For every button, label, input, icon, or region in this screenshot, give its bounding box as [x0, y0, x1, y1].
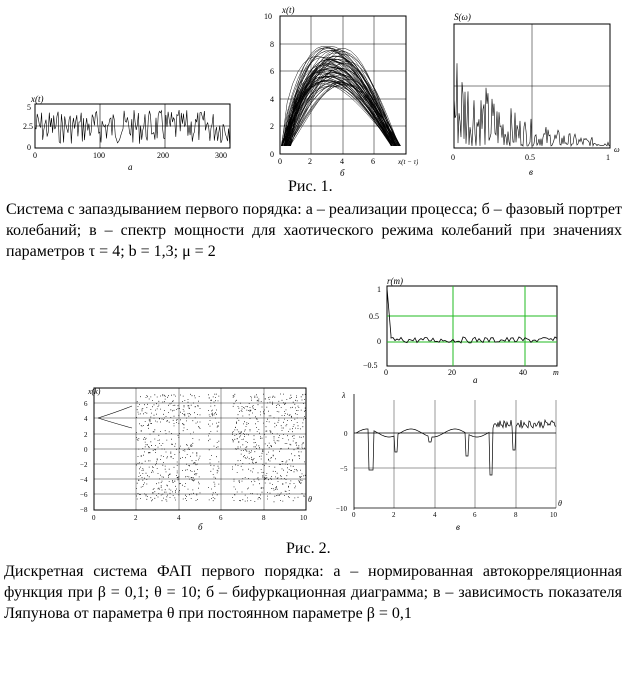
fig2c-sublabel: в	[456, 522, 460, 532]
fig1b-ytick-4: 2	[270, 122, 274, 131]
fig1b-xtick-1: 2	[308, 157, 312, 166]
fig2a-sublabel: а	[473, 375, 478, 385]
fig1b-xtick-0: 0	[278, 157, 282, 166]
fig2b-xlabel: θ	[308, 495, 312, 504]
fig2b-ytick-7: −8	[80, 506, 88, 514]
fig2c-xtick-4: 8	[514, 511, 518, 519]
figure2-plot-a	[355, 270, 570, 388]
fig2b-sublabel: б	[198, 522, 203, 532]
fig1c-xtick-0: 0	[451, 153, 455, 162]
fig2c-xtick-2: 4	[433, 511, 437, 519]
fig2b-bifurcation	[98, 394, 306, 502]
fig1b-xlabel: x(t − τ)	[398, 158, 418, 166]
fig1a-ylabel: x(t)	[31, 94, 44, 104]
fig1b-phase-portrait	[281, 46, 401, 146]
fig1a-ytick-0: 5	[27, 103, 31, 112]
fig1a-xtick-0: 0	[33, 151, 37, 160]
fig2a-xlabel: m	[553, 368, 559, 377]
fig2c-ylabel: λ	[342, 391, 346, 400]
fig2b-ytick-2: 2	[84, 431, 88, 439]
fig2b-xtick-0: 0	[92, 514, 96, 522]
fig1b-ytick-3: 4	[270, 95, 274, 104]
fig1c-sublabel: в	[529, 167, 533, 177]
figure2-plot-c	[334, 390, 570, 535]
fig1b-xtick-2: 4	[340, 157, 344, 166]
figure1-caption-title: Рис. 1.	[288, 178, 333, 195]
fig2a-trace	[387, 288, 557, 343]
fig2a-xtick-1: 20	[448, 368, 456, 377]
fig1b-xtick-3: 6	[371, 157, 375, 166]
fig2a-xtick-2: 40	[519, 368, 527, 377]
fig2b-ytick-6: −6	[80, 491, 88, 499]
fig2b-ytick-1: 4	[84, 415, 88, 423]
figure1-plot-c	[436, 10, 622, 180]
figure1-caption-text: Система с запаздыванием первого порядка: а – реализации процесса; б – фазовый портрет колебаний; в – спектр мощности для хаотического режима колебаний при значениях параметров τ = 4; b = 1,3; μ = 2	[6, 201, 622, 260]
fig1a-trace	[35, 110, 230, 144]
figure2-caption-text: Дискретная система ФАП первого порядка: а – нормированная автокорреляционная функция при β = 0,1; θ = 10; б – бифуркационная диаграмма; в – зависимость показателя Ляпунова от параметра θ при постоянном параметре β = 0,1	[4, 563, 622, 622]
fig2b-xtick-3: 6	[219, 514, 223, 522]
fig2c-trace	[356, 420, 556, 475]
fig2c-xtick-3: 6	[473, 511, 477, 519]
figure2-caption-title: Рис. 2.	[286, 540, 331, 557]
fig2c-ytick-2: −10	[336, 505, 347, 513]
fig2a-xtick-0: 0	[384, 368, 388, 377]
fig1b-sublabel: б	[340, 168, 345, 178]
fig1a-sublabel: а	[128, 162, 133, 172]
fig1a-ytick-1: 2.5	[23, 122, 33, 131]
fig2b-ytick-4: −2	[80, 461, 88, 469]
figure1-plot-a	[15, 90, 240, 175]
fig1b-ytick-5: 0	[270, 150, 274, 159]
fig2c-xlabel: θ	[558, 499, 562, 508]
fig1a-series	[35, 110, 230, 144]
fig2c-ytick-1: −5	[340, 465, 348, 473]
fig1b-ytick-1: 8	[270, 40, 274, 49]
fig2b-ytick-3: 0	[84, 446, 88, 454]
figure2-plot-b	[72, 382, 322, 532]
fig2a-ytick-1: 0.5	[369, 312, 379, 321]
fig2b-xtick-5: 10	[300, 514, 307, 522]
fig2c-ytick-0: 0	[344, 430, 348, 438]
fig2b-branch	[98, 406, 132, 428]
fig2c-xtick-1: 2	[392, 511, 396, 519]
fig2a-ytick-3: −0.5	[363, 361, 378, 370]
fig2b-ytick-0: 6	[84, 400, 88, 408]
fig2a-ytick-2: 0	[377, 337, 381, 346]
fig1b-ylabel: x(t)	[282, 5, 295, 15]
fig2c-xtick-0: 0	[352, 511, 356, 519]
fig2a-ylabel: r(m)	[387, 276, 403, 286]
figure1-plot-b	[258, 4, 418, 180]
fig1a-xtick-1: 100	[93, 151, 105, 160]
fig2a-ytick-0: 1	[377, 285, 381, 294]
fig1a-xtick-2: 200	[157, 151, 169, 160]
fig2b-ylabel: x(k)	[88, 387, 101, 396]
fig1b-ytick-0: 10	[264, 12, 272, 21]
fig2c-xtick-5: 10	[550, 511, 557, 519]
fig2b-ytick-5: −4	[80, 476, 88, 484]
fig1c-ylabel: S(ω)	[454, 12, 471, 22]
fig2b-xtick-4: 8	[262, 514, 266, 522]
fig2b-points	[136, 394, 306, 502]
fig1c-xtick-1: 0.5	[525, 153, 535, 162]
fig1c-xlabel: ω	[614, 145, 620, 154]
fig2a-autocorrelation	[387, 288, 557, 343]
fig2c-lyapunov	[356, 420, 556, 475]
fig1a-xtick-3: 300	[215, 151, 227, 160]
fig2b-xtick-2: 4	[177, 514, 181, 522]
fig1a-ytick-2: 0	[27, 143, 31, 152]
fig1c-xtick-2: 1	[606, 153, 610, 162]
fig2b-xtick-1: 2	[134, 514, 138, 522]
fig1b-ytick-2: 6	[270, 67, 274, 76]
